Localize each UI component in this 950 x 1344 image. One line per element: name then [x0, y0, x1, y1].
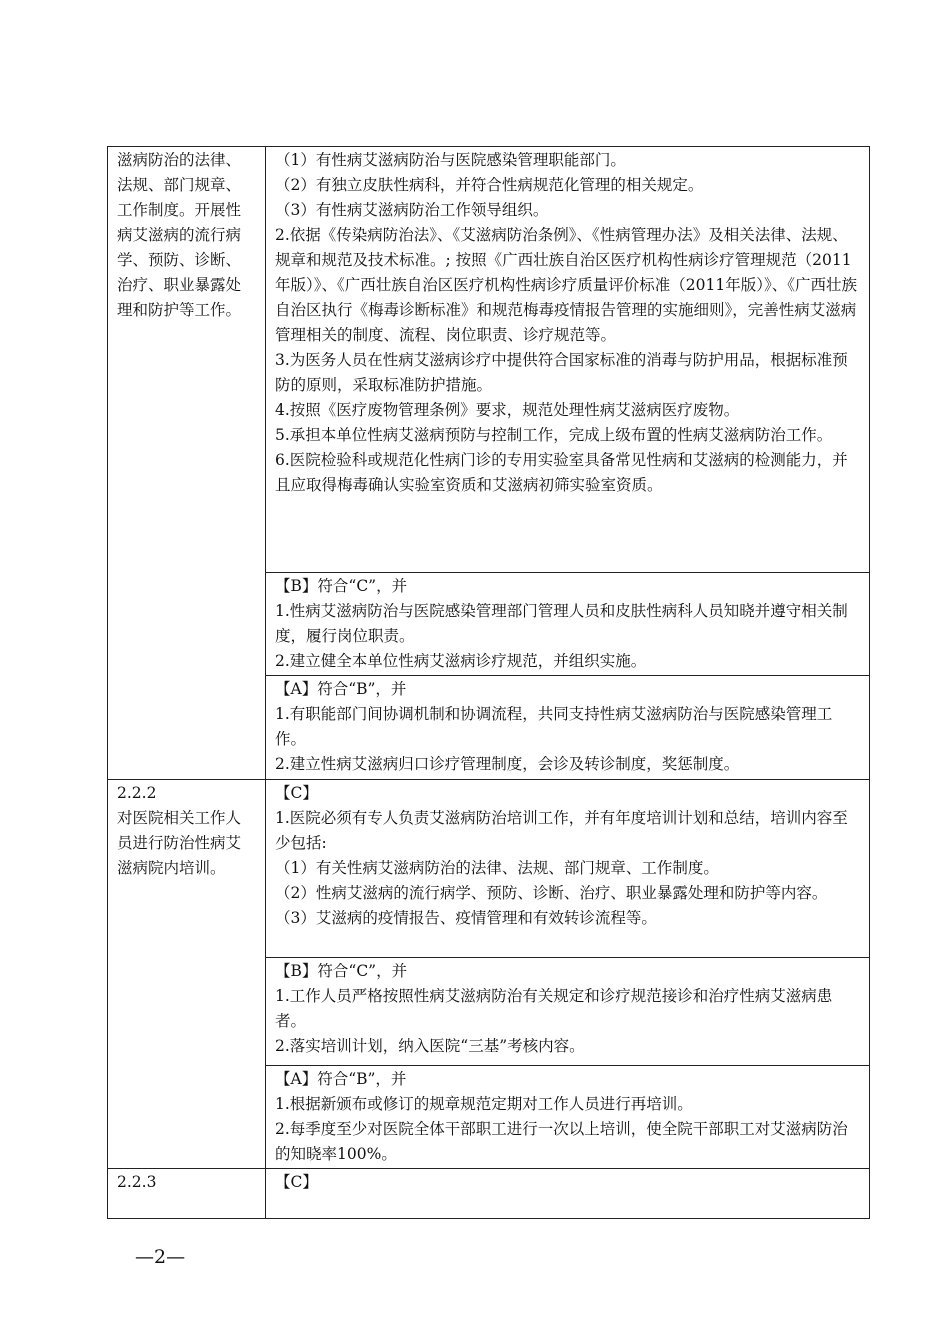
criteria-cell-b	[266, 958, 870, 1066]
item-cell	[108, 147, 266, 780]
criteria-line: 3.为医务人员在性病艾滋病诊疗中提供符合国家标准的消毒与防护用品，根据标准预防的原则，采取标准防护措施。	[275, 351, 848, 394]
page-number: —2—	[135, 1246, 186, 1268]
criteria-line: 2.建立健全本单位性病艾滋病诊疗规范，并组织实施。	[275, 652, 647, 670]
criteria-line: （3）有性病艾滋病防治工作领导组织。	[275, 201, 549, 219]
criteria-line: 1.有职能部门间协调机制和协调流程，共同支持性病艾滋病防治与医院感染管理工作。	[275, 705, 833, 748]
item-cell	[108, 780, 266, 1169]
grade-heading: 【B】符合“C”，并	[275, 577, 408, 595]
grade-heading: 【C】	[275, 1173, 318, 1191]
criteria-cell-c	[266, 780, 870, 958]
criteria-line: （2）有独立皮肤性病科，并符合性病规范化管理的相关规定。	[275, 176, 704, 194]
criteria-cell-a	[266, 676, 870, 780]
criteria-line: 4.按照《医疗废物管理条例》要求，规范处理性病艾滋病医疗废物。	[275, 401, 740, 419]
criteria-line: 2.依据《传染病防治法》、《艾滋病防治条例》、《性病管理办法》及相关法律、法规、规章和规范及技术标准。; 按照《广西壮族自治区医疗机构性病诊疗管理规范（2011年版）》、《广西壮族自治区医疗机构性病诊疗质量评价标准（2011年版）》、《广西壮族自治区执行《梅毒诊断标准》和规范梅毒疫情报告管理的实施细则》，完善性病艾滋病管理相关的制度、流程、岗位职责、诊疗规范等。	[275, 226, 857, 344]
item-description: 滋病防治的法律、法规、部门规章、工作制度。开展性病艾滋病的流行病学、预防、诊断、治疗、职业暴露处理和防护等工作。	[117, 151, 242, 319]
item-number: 2.2.3	[117, 1173, 157, 1191]
table-row	[108, 147, 870, 573]
item-number: 2.2.2	[117, 784, 157, 802]
criteria-cell-b	[266, 573, 870, 676]
table-row	[108, 780, 870, 958]
criteria-line: 1.医院必须有专人负责艾滋病防治培训工作，并有年度培训计划和总结，培训内容至少包括:	[275, 809, 848, 852]
criteria-line: 6.医院检验科或规范化性病门诊的专用实验室具备常见性病和艾滋病的检测能力，并且应取得梅毒确认实验室资质和艾滋病初筛实验室资质。	[275, 451, 848, 494]
standards-table	[107, 146, 870, 1219]
criteria-line: 1.性病艾滋病防治与医院感染管理部门管理人员和皮肤性病科人员知晓并遵守相关制度，履行岗位职责。	[275, 602, 848, 645]
criteria-line: 5.承担本单位性病艾滋病预防与控制工作，完成上级布置的性病艾滋病防治工作。	[275, 426, 833, 444]
item-description: 对医院相关工作人员进行防治性病艾滋病院内培训。	[117, 809, 242, 877]
grade-heading: 【B】符合“C”，并	[275, 962, 408, 980]
grade-heading: 【C】	[275, 784, 318, 802]
grade-heading: 【A】符合“B”，并	[275, 680, 407, 698]
criteria-cell-c	[266, 147, 870, 573]
grade-heading: 【A】符合“B”，并	[275, 1070, 407, 1088]
criteria-line: （2）性病艾滋病的流行病学、预防、诊断、治疗、职业暴露处理和防护等内容。	[275, 884, 828, 902]
criteria-cell-c	[266, 1169, 870, 1219]
criteria-line: 2.落实培训计划，纳入医院“三基”考核内容。	[275, 1037, 585, 1055]
criteria-line: 1.工作人员严格按照性病艾滋病防治有关规定和诊疗规范接诊和治疗性病艾滋病患者。	[275, 987, 833, 1030]
item-cell	[108, 1169, 266, 1219]
criteria-line: （1）有关性病艾滋病防治的法律、法规、部门规章、工作制度。	[275, 859, 719, 877]
table-row	[108, 1169, 870, 1219]
criteria-line: （3）艾滋病的疫情报告、疫情管理和有效转诊流程等。	[275, 909, 657, 927]
criteria-line: 1.根据新颁布或修订的规章规范定期对工作人员进行再培训。	[275, 1095, 693, 1113]
criteria-line: 2.每季度至少对医院全体干部职工进行一次以上培训，使全院干部职工对艾滋病防治的知晓率100%。	[275, 1120, 848, 1163]
criteria-line: （1）有性病艾滋病防治与医院感染管理职能部门。	[275, 151, 626, 169]
criteria-cell-a	[266, 1066, 870, 1169]
criteria-line: 2.建立性病艾滋病归口诊疗管理制度，会诊及转诊制度，奖惩制度。	[275, 755, 740, 773]
